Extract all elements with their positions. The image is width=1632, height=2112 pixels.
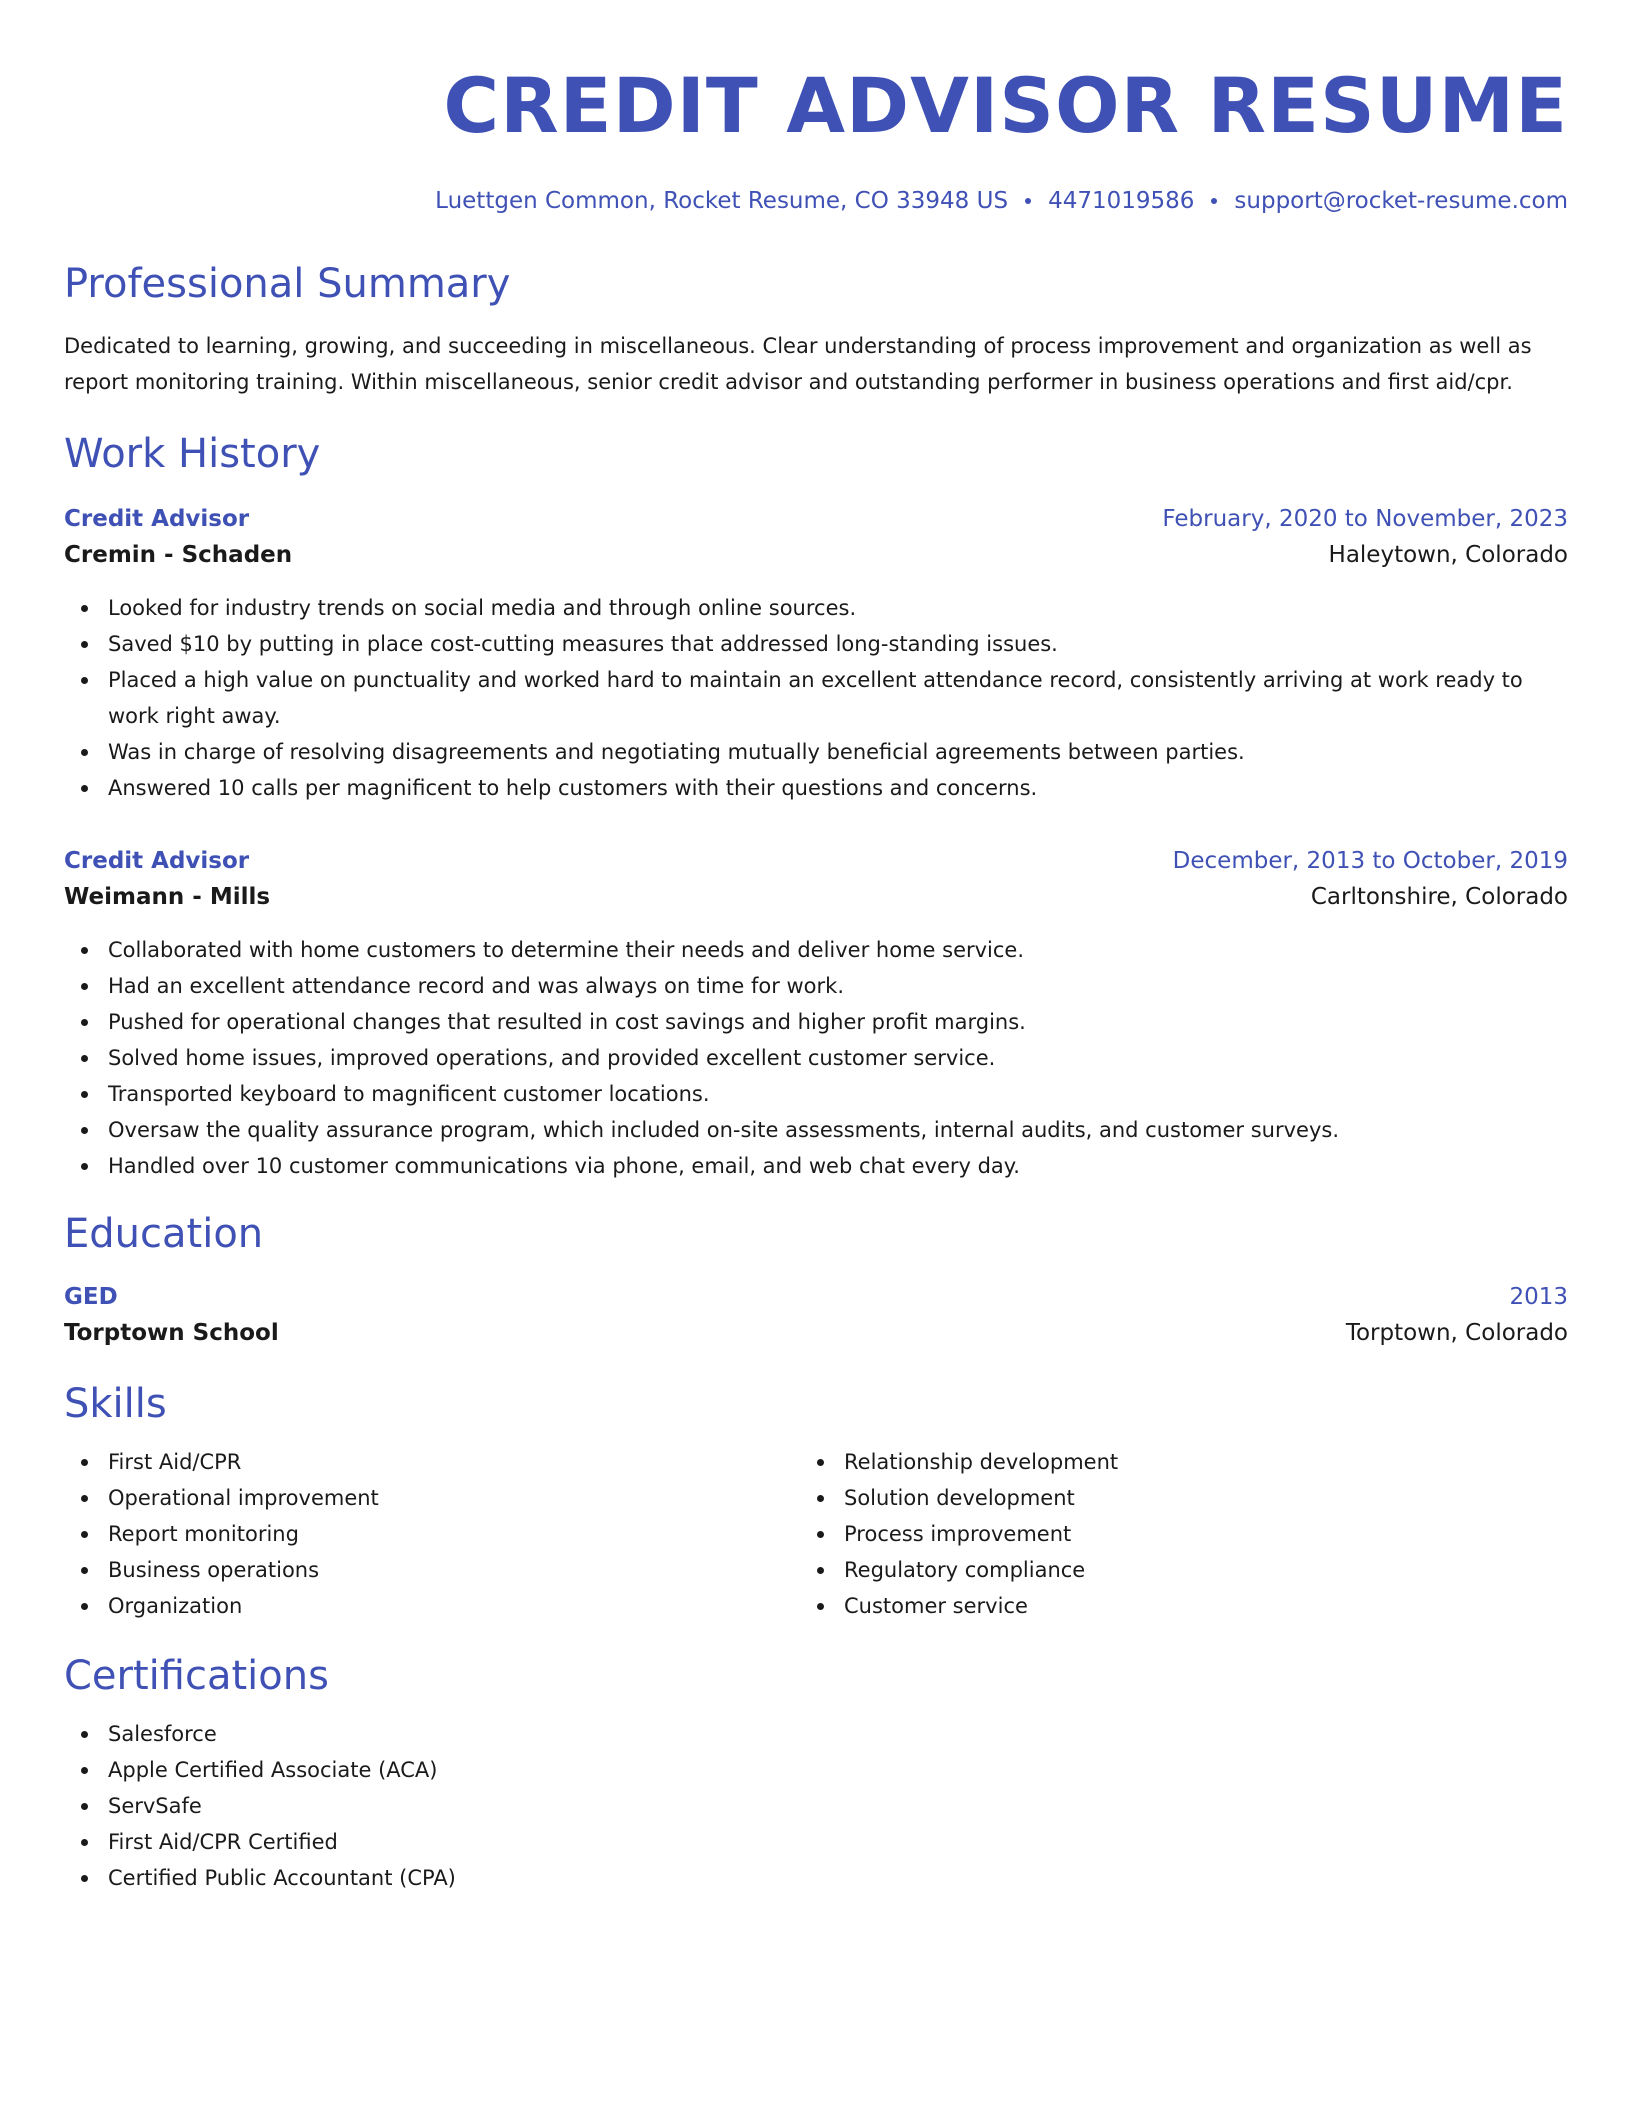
contact-phone: 4471019586 bbox=[1048, 188, 1195, 214]
skill-item: Relationship development bbox=[800, 1444, 1536, 1480]
certifications-heading: Certifications bbox=[64, 1653, 329, 1699]
job-bullet: Saved $10 by putting in place cost-cutting measures that addressed long-standing issues. bbox=[64, 626, 1568, 662]
job-bullet: Had an excellent attendance record and was always on time for work. bbox=[64, 968, 1568, 1004]
job-bullet: Oversaw the quality assurance program, which included on-site assessments, internal audits, and customer surveys. bbox=[64, 1112, 1568, 1148]
education-degree: GED bbox=[64, 1284, 118, 1310]
skill-item: Report monitoring bbox=[64, 1516, 800, 1552]
certifications-list bbox=[64, 1716, 1568, 1896]
skills-columns bbox=[64, 1444, 1568, 1624]
job-bullets bbox=[64, 590, 1568, 806]
resume-title: CREDIT ADVISOR RESUME bbox=[443, 61, 1568, 150]
certification-item: Certified Public Accountant (CPA) bbox=[64, 1860, 1568, 1896]
contact-line bbox=[64, 186, 1568, 216]
contact-address: Luettgen Common, Rocket Resume, CO 33948 US bbox=[435, 188, 1009, 214]
job-entry bbox=[64, 502, 1568, 806]
certification-item: Apple Certified Associate (ACA) bbox=[64, 1752, 1568, 1788]
education-heading: Education bbox=[64, 1211, 264, 1257]
work-history-heading: Work History bbox=[64, 431, 321, 477]
skills-list-left bbox=[64, 1444, 800, 1624]
job-bullet: Handled over 10 customer communications via phone, email, and web chat every day. bbox=[64, 1148, 1568, 1184]
education-location: Torptown, Colorado bbox=[1345, 1320, 1568, 1346]
certification-item: First Aid/CPR Certified bbox=[64, 1824, 1568, 1860]
skills-heading: Skills bbox=[64, 1381, 167, 1427]
education-school: Torptown School bbox=[64, 1320, 279, 1346]
separator-dot-icon bbox=[1025, 198, 1031, 204]
education-year: 2013 bbox=[1509, 1284, 1568, 1310]
job-bullet: Solved home issues, improved operations, and provided excellent customer service. bbox=[64, 1040, 1568, 1076]
skill-item: First Aid/CPR bbox=[64, 1444, 800, 1480]
summary-text: Dedicated to learning, growing, and succeeding in miscellaneous. Clear understanding of process improvement and organization as well as report monitoring training. Within miscellaneous, senior credit advisor and outstanding performer in business operations and first aid/cpr. bbox=[64, 334, 1532, 394]
skill-item: Regulatory compliance bbox=[800, 1552, 1536, 1588]
skill-item: Solution development bbox=[800, 1480, 1536, 1516]
job-entry bbox=[64, 844, 1568, 1184]
job-bullets bbox=[64, 932, 1568, 1184]
education-entry bbox=[64, 1280, 1568, 1352]
skill-item: Process improvement bbox=[800, 1516, 1536, 1552]
certification-item: Salesforce bbox=[64, 1716, 1568, 1752]
job-role: Credit Advisor bbox=[64, 848, 250, 874]
job-employer: Cremin - Schaden bbox=[64, 542, 293, 568]
job-location: Carltonshire, Colorado bbox=[1310, 884, 1568, 910]
skill-item: Organization bbox=[64, 1588, 800, 1624]
contact-email: support@rocket-resume.com bbox=[1234, 188, 1568, 214]
separator-dot-icon bbox=[1211, 198, 1217, 204]
certification-item: ServSafe bbox=[64, 1788, 1568, 1824]
skills-list-right bbox=[800, 1444, 1536, 1624]
skill-item: Business operations bbox=[64, 1552, 800, 1588]
job-role: Credit Advisor bbox=[64, 506, 250, 532]
job-bullet: Collaborated with home customers to determine their needs and deliver home service. bbox=[64, 932, 1568, 968]
job-bullet: Placed a high value on punctuality and worked hard to maintain an excellent attendance record, consistently arriving at work ready to work right away. bbox=[64, 662, 1568, 734]
job-bullet: Was in charge of resolving disagreements and negotiating mutually beneficial agreements between parties. bbox=[64, 734, 1568, 770]
job-bullet: Transported keyboard to magnificent customer locations. bbox=[64, 1076, 1568, 1112]
job-location: Haleytown, Colorado bbox=[1328, 542, 1568, 568]
job-dates: December, 2013 to October, 2019 bbox=[1172, 848, 1568, 874]
job-employer: Weimann - Mills bbox=[64, 884, 271, 910]
job-bullet: Answered 10 calls per magnificent to help customers with their questions and concerns. bbox=[64, 770, 1568, 806]
skill-item: Customer service bbox=[800, 1588, 1536, 1624]
summary-heading: Professional Summary bbox=[64, 261, 511, 307]
skill-item: Operational improvement bbox=[64, 1480, 800, 1516]
job-bullet: Pushed for operational changes that resulted in cost savings and higher profit margins. bbox=[64, 1004, 1568, 1040]
job-bullet: Looked for industry trends on social media and through online sources. bbox=[64, 590, 1568, 626]
job-dates: February, 2020 to November, 2023 bbox=[1162, 506, 1568, 532]
